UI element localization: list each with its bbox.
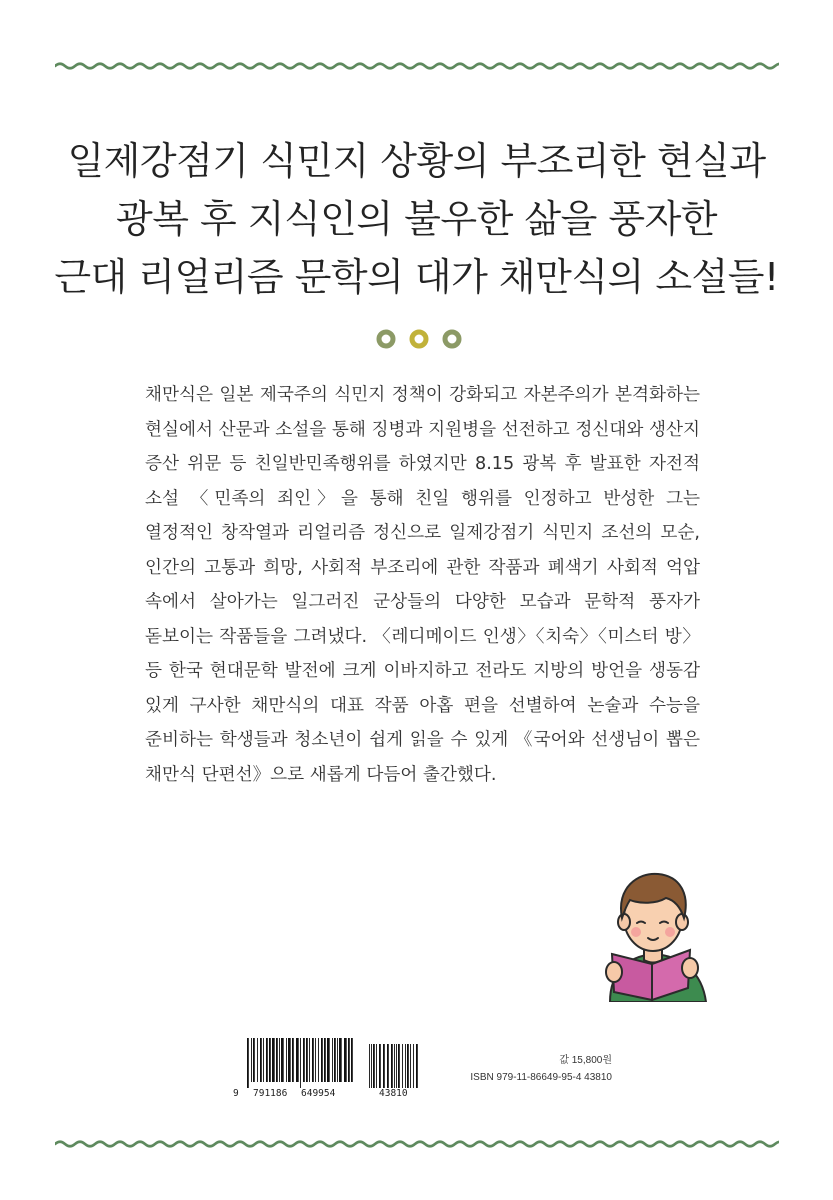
barcode-bar <box>351 1038 353 1082</box>
barcode-group-2: 649954 <box>301 1088 336 1099</box>
barcode-bar <box>281 1038 284 1082</box>
three-dots-icon <box>376 329 466 349</box>
barcode-bars <box>247 1038 419 1090</box>
headline-line-1: 일제강점기 식민지 상황의 부조리한 현실과 <box>67 139 766 183</box>
barcode-group-1: 791186 <box>253 1088 288 1099</box>
barcode-bar <box>272 1038 275 1082</box>
barcode-bar <box>312 1038 314 1082</box>
barcode-bar <box>286 1038 287 1082</box>
dot-3 <box>445 332 459 346</box>
barcode-bar <box>315 1038 316 1082</box>
barcode-bar <box>337 1038 338 1082</box>
barcode-addon-bar <box>398 1044 400 1088</box>
barcode-bar <box>306 1038 308 1082</box>
barcode-bar <box>247 1038 249 1088</box>
barcode-bar <box>276 1038 278 1082</box>
top-wavy-border <box>55 58 779 74</box>
barcode <box>233 1038 419 1100</box>
barcode-addon-bar <box>379 1044 381 1088</box>
price-block <box>430 1052 612 1086</box>
barcode-bar <box>251 1038 252 1082</box>
barcode-addon-bar <box>416 1044 418 1088</box>
barcode-addon-bar <box>405 1044 406 1088</box>
barcode-bar <box>324 1038 326 1082</box>
barcode-addon-bar <box>383 1044 385 1088</box>
barcode-bar <box>332 1038 333 1082</box>
barcode-bar <box>344 1038 347 1082</box>
barcode-bar <box>292 1038 294 1082</box>
barcode-bar <box>339 1038 342 1082</box>
barcode-bar <box>253 1038 255 1082</box>
barcode-bar <box>318 1038 319 1082</box>
barcode-bar <box>257 1038 258 1082</box>
barcode-addon-bar <box>396 1044 397 1088</box>
barcode-addon-bar <box>410 1044 411 1088</box>
barcode-bar <box>296 1038 299 1082</box>
barcode-bar <box>288 1038 291 1082</box>
barcode-bar <box>279 1038 280 1082</box>
bottom-wavy-border <box>55 1136 779 1152</box>
barcode-bar <box>303 1038 305 1082</box>
price-label: 값 15,800원 <box>559 1055 612 1066</box>
barcode-addon-bar <box>413 1044 414 1088</box>
barcode-bar <box>300 1038 301 1088</box>
headline-line-3: 근대 리얼리즘 문학의 대가 채만식의 소설들! <box>54 255 779 299</box>
barcode-bar <box>266 1038 268 1082</box>
barcode-addon-bar <box>373 1044 375 1088</box>
barcode-bar <box>334 1038 336 1082</box>
barcode-bar <box>321 1038 323 1082</box>
barcode-bar <box>260 1038 262 1082</box>
dot-2 <box>412 332 426 346</box>
headline-line-2: 광복 후 지식인의 불우한 삶을 풍자한 <box>115 197 718 241</box>
barcode-bar <box>309 1038 310 1082</box>
boy-reading-book-icon <box>592 868 714 1002</box>
barcode-bar <box>269 1038 271 1082</box>
barcode-addon-bar <box>369 1044 370 1088</box>
barcode-bar <box>348 1038 350 1082</box>
barcode-bar <box>263 1038 264 1082</box>
barcode-addon-bar <box>391 1044 393 1088</box>
headline <box>0 132 833 306</box>
barcode-addon-bar <box>394 1044 395 1088</box>
barcode-addon-bar <box>407 1044 409 1088</box>
barcode-addon-bar <box>376 1044 377 1088</box>
barcode-lead-digit: 9 <box>233 1088 239 1099</box>
isbn-label: ISBN 979-11-86649-95-4 43810 <box>470 1072 612 1083</box>
barcode-addon-bar <box>402 1044 403 1088</box>
book-description: 채만식은 일본 제국주의 식민지 정책이 강화되고 자본주의가 본격화하는 현실에서 산문과 소설을 통해 징병과 지원병을 선전하고 정신대와 생산지 증산 위문 등 친일반민족행위를 하였지만 8.15 광복 후 발표한 자전적 소설 〈민족의 죄인〉을 통해 친일 행위를 인정하고 반성한 그는 열정적인 창작열과 리얼리즘 정신으로 일제강점기 식민지 조선의 모순, 인간의 고통과 희망, 사회적 부조리에 관한 작품과 폐색기 사회적 억압 속에서 살아가는 일그러진 군상들의 다양한 모습과 문학적 풍자가 돋보이는 작품들을 그려냈다. 〈레디메이드 인생〉〈치숙〉〈미스터 방〉 등 한국 현대문학 발전에 크게 이바지하고 전라도 지방의 방언을 생동감 있게 구사한 채만식의 대표 작품 아홉 편을 선별하여 논술과 수능을 준비하는 학생들과 청소년이 쉽게 읽을 수 있게 《국어와 선생님이 뽑은 채만식 단편선》으로 새롭게 다듬어 출간했다. <box>145 385 700 785</box>
barcode-addon-bar <box>387 1044 389 1088</box>
dot-1 <box>379 332 393 346</box>
barcode-bar <box>327 1038 330 1082</box>
barcode-addon-digits: 43810 <box>379 1088 408 1099</box>
barcode-addon-bar <box>371 1044 372 1088</box>
